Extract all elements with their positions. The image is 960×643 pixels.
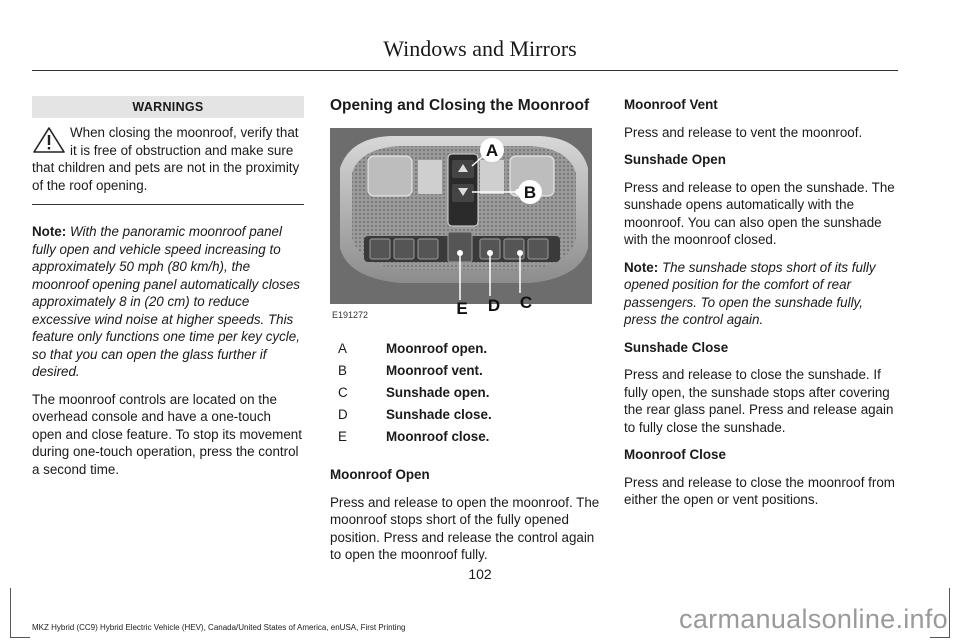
warning-text: When closing the moonroof, verify that it is free of obstruction and make sure that children and pets are not in the proximity of the roof opening. — [32, 125, 300, 193]
moonroof-close-text: Press and release to close the moonroof from either the open or vent positions. — [624, 474, 895, 507]
section-title: Opening and Closing the Moonroof — [330, 97, 590, 114]
callout-label: C — [519, 293, 533, 312]
controls-paragraph: The moonroof controls are located on the overhead console and have a one-touch open and close feature. To stop its movement during one-touch operation, press the control a second time. — [32, 391, 302, 477]
crop-mark — [949, 588, 950, 638]
legend-key: D — [338, 407, 348, 422]
page-number: 102 — [468, 566, 492, 582]
sunshade-open-text: Press and release to open the sunshade. The sunshade opens automatically with the moonroof. You can also open the sunshade with the moonroof closed. — [624, 179, 895, 247]
callout-label: E — [456, 299, 468, 318]
column-middle — [330, 96, 600, 574]
crop-mark — [10, 637, 30, 638]
legend-value: Sunshade open. — [386, 385, 490, 400]
crop-mark — [930, 637, 950, 638]
crop-mark — [10, 588, 11, 638]
warning-triangle-icon — [32, 126, 66, 154]
moonroof-vent-text: Press and release to vent the moonroof. — [624, 124, 863, 140]
callout-label: A — [485, 141, 499, 160]
sunshade-close-heading: Sunshade Close — [624, 339, 729, 355]
legend-key: E — [338, 429, 347, 444]
callout-label: D — [487, 296, 501, 315]
legend-value: Moonroof open. — [386, 341, 488, 356]
legend-key: A — [338, 341, 347, 356]
column-right — [624, 96, 896, 519]
legend-value: Moonroof vent. — [386, 363, 483, 378]
sunshade-note — [624, 259, 896, 329]
moonroof-open-text: Press and release to open the moonroof. The moonroof stops short of the fully opened position. Press and release the control again to open the moonroof fully. — [330, 494, 600, 562]
moonroof-open-heading: Moonroof Open — [330, 467, 430, 482]
warning-box — [32, 124, 304, 205]
legend-table — [330, 338, 600, 448]
warning-heading: WARNINGS — [32, 96, 304, 118]
watermark: carmanualsonline.info — [679, 604, 948, 634]
footer-vehicle-info: MKZ Hybrid (CC9) Hybrid Electric Vehicle (HEV), Canada/United States of America, enUSA, First Printing — [32, 623, 406, 632]
legend-row — [330, 360, 600, 382]
legend-row — [330, 338, 600, 360]
overhead-console-figure — [330, 128, 600, 324]
sunshade-close-text: Press and release to close the sunshade. If fully open, the sunshade stops after covering the rear glass panel. Press and release again to fully close the sunshade. — [624, 367, 894, 435]
sunshade-open-heading: Sunshade Open — [624, 152, 726, 167]
note-text: With the panoramic moonroof panel fully open and vehicle speed increasing to approximately 50 mph (80 km/h), the moonroof opening panel automatically closes approximately 8 in (20 cm) to reduce excessive wind noise at higher speeds. This feature only functions one time per key cycle, so that you can open the glass further if desired. — [32, 224, 300, 379]
column-left — [32, 96, 304, 488]
moonroof-close-heading: Moonroof Close — [624, 447, 726, 462]
legend-key: C — [338, 385, 348, 400]
legend-value: Moonroof close. — [386, 429, 490, 444]
legend-key: B — [338, 363, 347, 378]
legend-row — [330, 404, 600, 426]
note-label: Note: — [32, 224, 67, 239]
legend-value: Sunshade close. — [386, 407, 492, 422]
figure-callouts — [330, 128, 600, 324]
note-label: Note: — [624, 259, 659, 275]
legend-row — [330, 382, 600, 404]
figure-code: E191272 — [332, 309, 369, 320]
legend-row — [330, 426, 600, 448]
note-paragraph — [32, 223, 304, 381]
note-text: The sunshade stops short of its fully opened position for the comfort of rear passengers. To open the sunshade fully, press the control again. — [624, 259, 876, 327]
header-divider — [32, 70, 898, 71]
moonroof-vent-heading: Moonroof Vent — [624, 97, 718, 112]
callout-label: B — [523, 183, 537, 202]
page-title: Windows and Mirrors — [383, 36, 577, 61]
